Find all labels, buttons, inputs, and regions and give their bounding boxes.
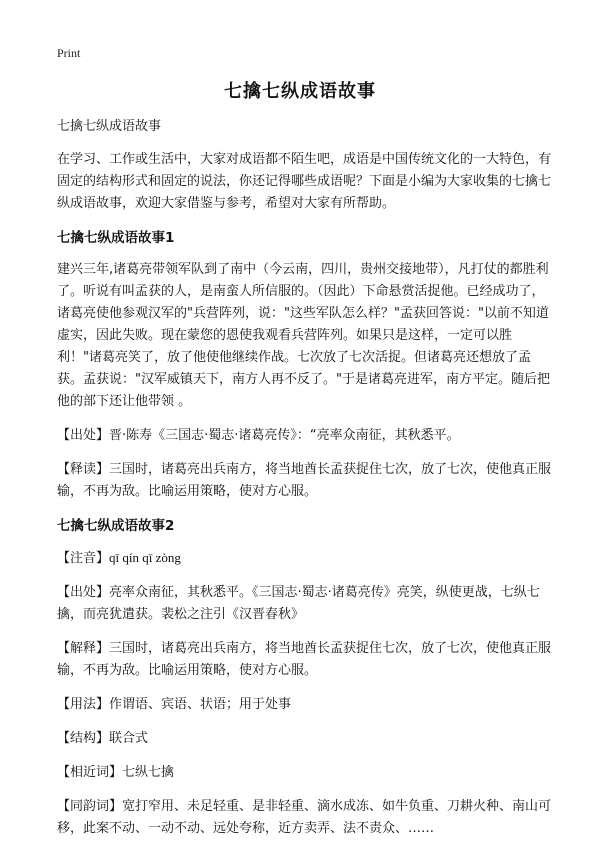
structure-text: 联合式 xyxy=(109,731,149,746)
source-text: 晋·陈寿《三国志·蜀志·诸葛亮传》：“亮率众南征，其秋悉平。 xyxy=(109,428,460,443)
source-paragraph-1 xyxy=(57,425,556,447)
usage-tag: 【用法】 xyxy=(57,697,110,712)
structure-tag: 【结构】 xyxy=(57,731,110,746)
article-subtitle: 七擒七纵成语故事 xyxy=(57,119,162,134)
section-2-heading: 七擒七纵成语故事2 xyxy=(57,518,175,534)
usage-paragraph xyxy=(57,694,556,716)
source-tag: 【出处】 xyxy=(57,585,110,600)
near-word-text: 七纵七擒 xyxy=(122,765,175,780)
usage-text: 作谓语、宾语、状语；用于处事 xyxy=(109,697,292,712)
explain-text: 三国时，诸葛亮出兵南方，将当地酋长孟获捉住七次，放了七次，使他真正服输，不再为敌。比喻运用策略，使对方心服。 xyxy=(57,641,552,678)
explain-tag: 【释读】 xyxy=(57,462,110,477)
pinyin-text: qī qín qī zòng xyxy=(109,550,181,565)
near-word-paragraph xyxy=(57,762,556,784)
source-tag: 【出处】 xyxy=(57,428,110,443)
structure-paragraph xyxy=(57,728,556,750)
rhyme-word-tag: 【同韵词】 xyxy=(57,799,123,814)
explain-paragraph-2 xyxy=(57,638,556,682)
pinyin-paragraph xyxy=(57,547,556,570)
print-link[interactable]: Print xyxy=(57,46,81,60)
section-1-heading: 七擒七纵成语故事1 xyxy=(57,230,175,246)
explain-text: 三国时，诸葛亮出兵南方，将当地酋长孟获捉住七次，放了七次，使他真正服输，不再为敌。比喻运用策略，使对方心服。 xyxy=(57,462,552,499)
page-title: 七擒七纵成语故事 xyxy=(224,81,376,102)
intro-paragraph: 在学习、工作或生活中，大家对成语都不陌生吧，成语是中国传统文化的一大特色，有固定的结构形式和固定的说法，你还记得哪些成语呢？下面是小编为大家收集的七擒七纵成语故事，欢迎大家借鉴与参考，希望对大家有所帮助。 xyxy=(57,152,552,211)
explain-tag: 【解释】 xyxy=(57,641,110,656)
explain-paragraph-1 xyxy=(57,459,556,503)
story-paragraph: 建兴三年,诸葛亮带领军队到了南中（今云南，四川，贵州交接地带），凡打仗的都胜利了。听说有叫孟获的人，是南蛮人所信服的。（因此）下命悬赏活捉他。已经成功了，诸葛亮使他参观汉军的"兵营阵列，说："这些军队怎么样？"孟获回答说："以前不知道虚实，因此失败。现在蒙您的恩使我观看兵营阵列。如果只是这样，一定可以胜利！"诸葛亮笑了，放了他使他继续作战。七次放了七次活捉。但诸葛亮还想放了孟获。孟获说："汉军威镇天下，南方人再不反了。"于是诸葛亮进军，南方平定。随后把他的部下还让他带领 。 xyxy=(57,262,550,409)
article-body xyxy=(57,118,556,852)
rhyme-word-paragraph xyxy=(57,796,556,840)
source-paragraph-2 xyxy=(57,582,556,626)
pinyin-tag: 【注音】 xyxy=(57,551,110,566)
near-word-tag: 【相近词】 xyxy=(57,765,123,780)
source-text: 亮率众南征，其秋悉平。《三国志·蜀志·诸葛亮传》亮笑，纵使更战，七纵七擒，而亮犹遣获。裴松之注引《汉晋春秋》 xyxy=(57,585,540,622)
rhyme-word-text: 宽打窄用、未足轻重、是非轻重、滴水成冻、如牛负重、刀耕火种、南山可移，此案不动、一动不动、远处夸称，近方卖弄、法不责众、…… xyxy=(57,799,552,836)
